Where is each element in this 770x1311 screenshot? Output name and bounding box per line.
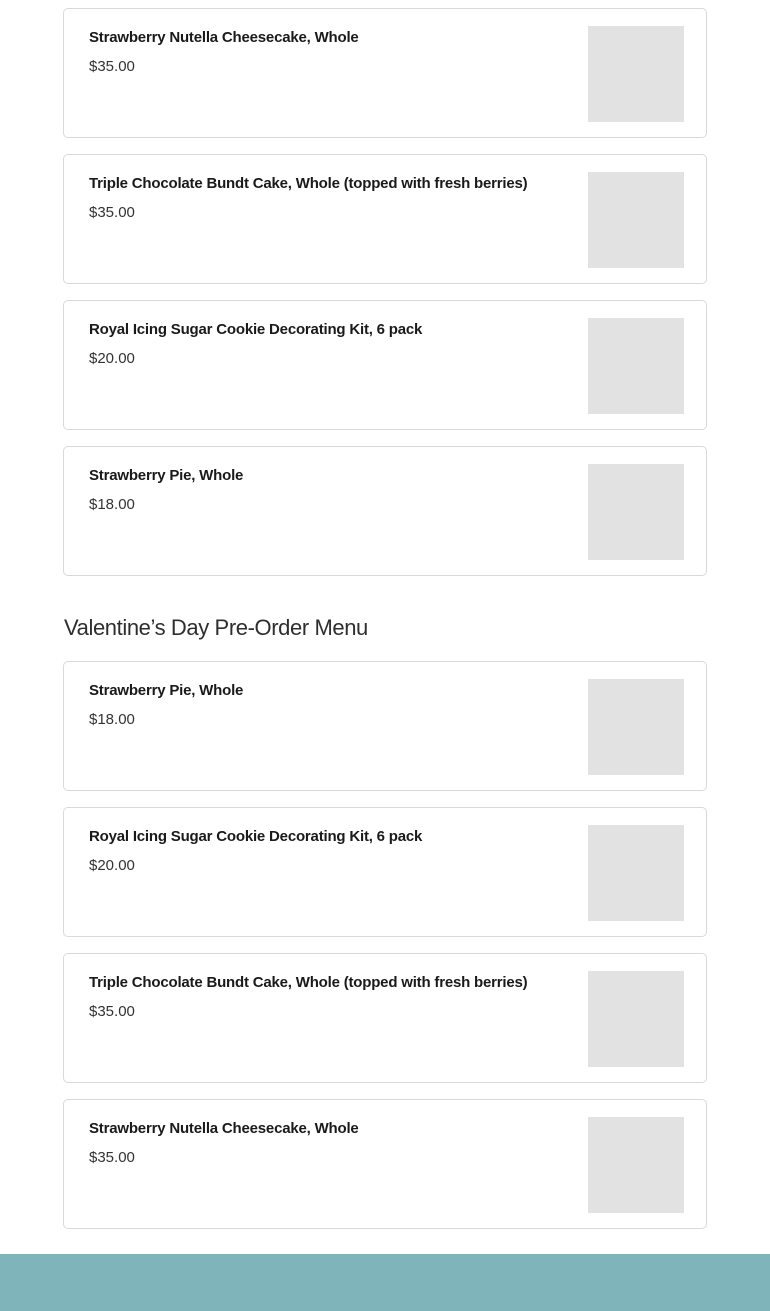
section-heading-valentines-menu: Valentine’s Day Pre-Order Menu xyxy=(64,615,368,640)
menu-item-price: $18.00 xyxy=(89,496,135,513)
product-image-placeholder xyxy=(588,971,684,1067)
menu-item-name: Triple Chocolate Bundt Cake, Whole (topped with fresh berries) xyxy=(89,974,528,991)
menu-item-card[interactable] xyxy=(63,807,707,937)
product-image-placeholder xyxy=(588,172,684,268)
menu-item-name: Strawberry Pie, Whole xyxy=(89,682,244,699)
menu-item-text xyxy=(89,319,588,413)
menu-item-name: Strawberry Pie, Whole xyxy=(89,467,244,484)
menu-item-price: $18.00 xyxy=(89,711,135,728)
menu-item-text xyxy=(89,465,588,559)
product-image-placeholder xyxy=(588,26,684,122)
menu-item-price: $35.00 xyxy=(89,58,135,75)
menu-item-name: Triple Chocolate Bundt Cake, Whole (topped with fresh berries) xyxy=(89,175,528,192)
menu-item-card[interactable] xyxy=(63,300,707,430)
product-image-placeholder xyxy=(588,679,684,775)
menu-list xyxy=(63,0,707,1229)
menu-item-card[interactable] xyxy=(63,446,707,576)
menu-item-name: Strawberry Nutella Cheesecake, Whole xyxy=(89,1120,359,1137)
menu-item-text xyxy=(89,680,588,774)
product-image-placeholder xyxy=(588,825,684,921)
footer-band xyxy=(0,1254,770,1311)
menu-item-text xyxy=(89,27,588,121)
menu-item-price: $20.00 xyxy=(89,350,135,367)
product-image-placeholder xyxy=(588,464,684,560)
menu-item-price: $35.00 xyxy=(89,1003,135,1020)
product-image-placeholder xyxy=(588,318,684,414)
menu-item-text xyxy=(89,173,588,267)
menu-item-price: $35.00 xyxy=(89,204,135,221)
menu-item-card[interactable] xyxy=(63,8,707,138)
menu-item-text xyxy=(89,1118,588,1212)
menu-item-card[interactable] xyxy=(63,154,707,284)
menu-item-card[interactable] xyxy=(63,1099,707,1229)
menu-item-name: Strawberry Nutella Cheesecake, Whole xyxy=(89,29,359,46)
menu-item-card[interactable] xyxy=(63,953,707,1083)
menu-item-text xyxy=(89,972,588,1066)
menu-item-name: Royal Icing Sugar Cookie Decorating Kit, 6 pack xyxy=(89,828,423,845)
menu-item-card[interactable] xyxy=(63,661,707,791)
menu-item-price: $20.00 xyxy=(89,857,135,874)
product-image-placeholder xyxy=(588,1117,684,1213)
menu-item-name: Royal Icing Sugar Cookie Decorating Kit, 6 pack xyxy=(89,321,423,338)
menu-item-text xyxy=(89,826,588,920)
menu-item-price: $35.00 xyxy=(89,1149,135,1166)
